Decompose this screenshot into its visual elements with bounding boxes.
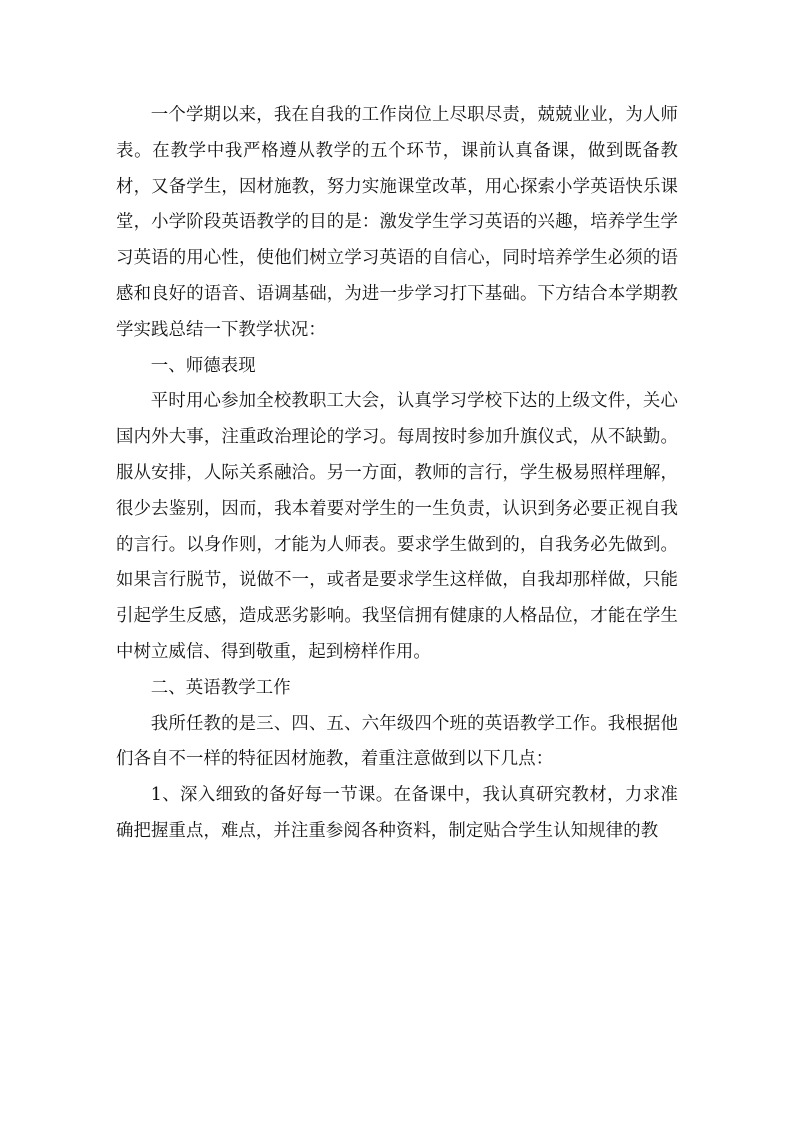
section-heading-english-teaching: 二、英语教学工作 xyxy=(150,677,291,698)
lesson-prep-paragraph: 1、深入细致的备好每一节课。在备课中，我认真研究教材，力求准确把握重点，难点，并注重参阅各种资料，制定贴合学生认知规律的教 xyxy=(116,785,678,841)
document-body xyxy=(116,98,678,850)
section-heading-ethics: 一、师德表现 xyxy=(150,355,256,376)
ethics-paragraph: 平时用心参加全校教职工大会，认真学习学校下达的上级文件，关心国内外大事，注重政治理论的学习。每周按时参加升旗仪式，从不缺勤。服从安排，人际关系融洽。另一方面，教师的言行，学生极易照样理解，很少去鉴别，因而，我本着要对学生的一生负责，认识到务必要正视自我的言行。以身作则，才能为人师表。要求学生做到的，自我务必先做到。如果言行脱节，说做不一，或者是要求学生这样做，自我却那样做，只能引起学生反感，造成恶劣影响。我坚信拥有健康的人格品位，才能在学生中树立威信、得到敬重，起到榜样作用。 xyxy=(116,391,678,662)
intro-paragraph: 一个学期以来，我在自我的工作岗位上尽职尽责，兢兢业业，为人师表。在教学中我严格遵从教学的五个环节，课前认真备课，做到既备教材，又备学生，因材施教，努力实施课堂改革，用心探索小学英语快乐课堂，小学阶段英语教学的目的是：激发学生学习英语的兴趣，培养学生学习英语的用心性，使他们树立学习英语的自信心，同时培养学生必须的语感和良好的语音、语调基础，为进一步学习打下基础。下方结合本学期教学实践总结一下教学状况： xyxy=(116,105,678,340)
teaching-paragraph: 我所任教的是三、四、五、六年级四个班的英语教学工作。我根据他们各自不一样的特征因材施教，着重注意做到以下几点： xyxy=(116,713,678,770)
